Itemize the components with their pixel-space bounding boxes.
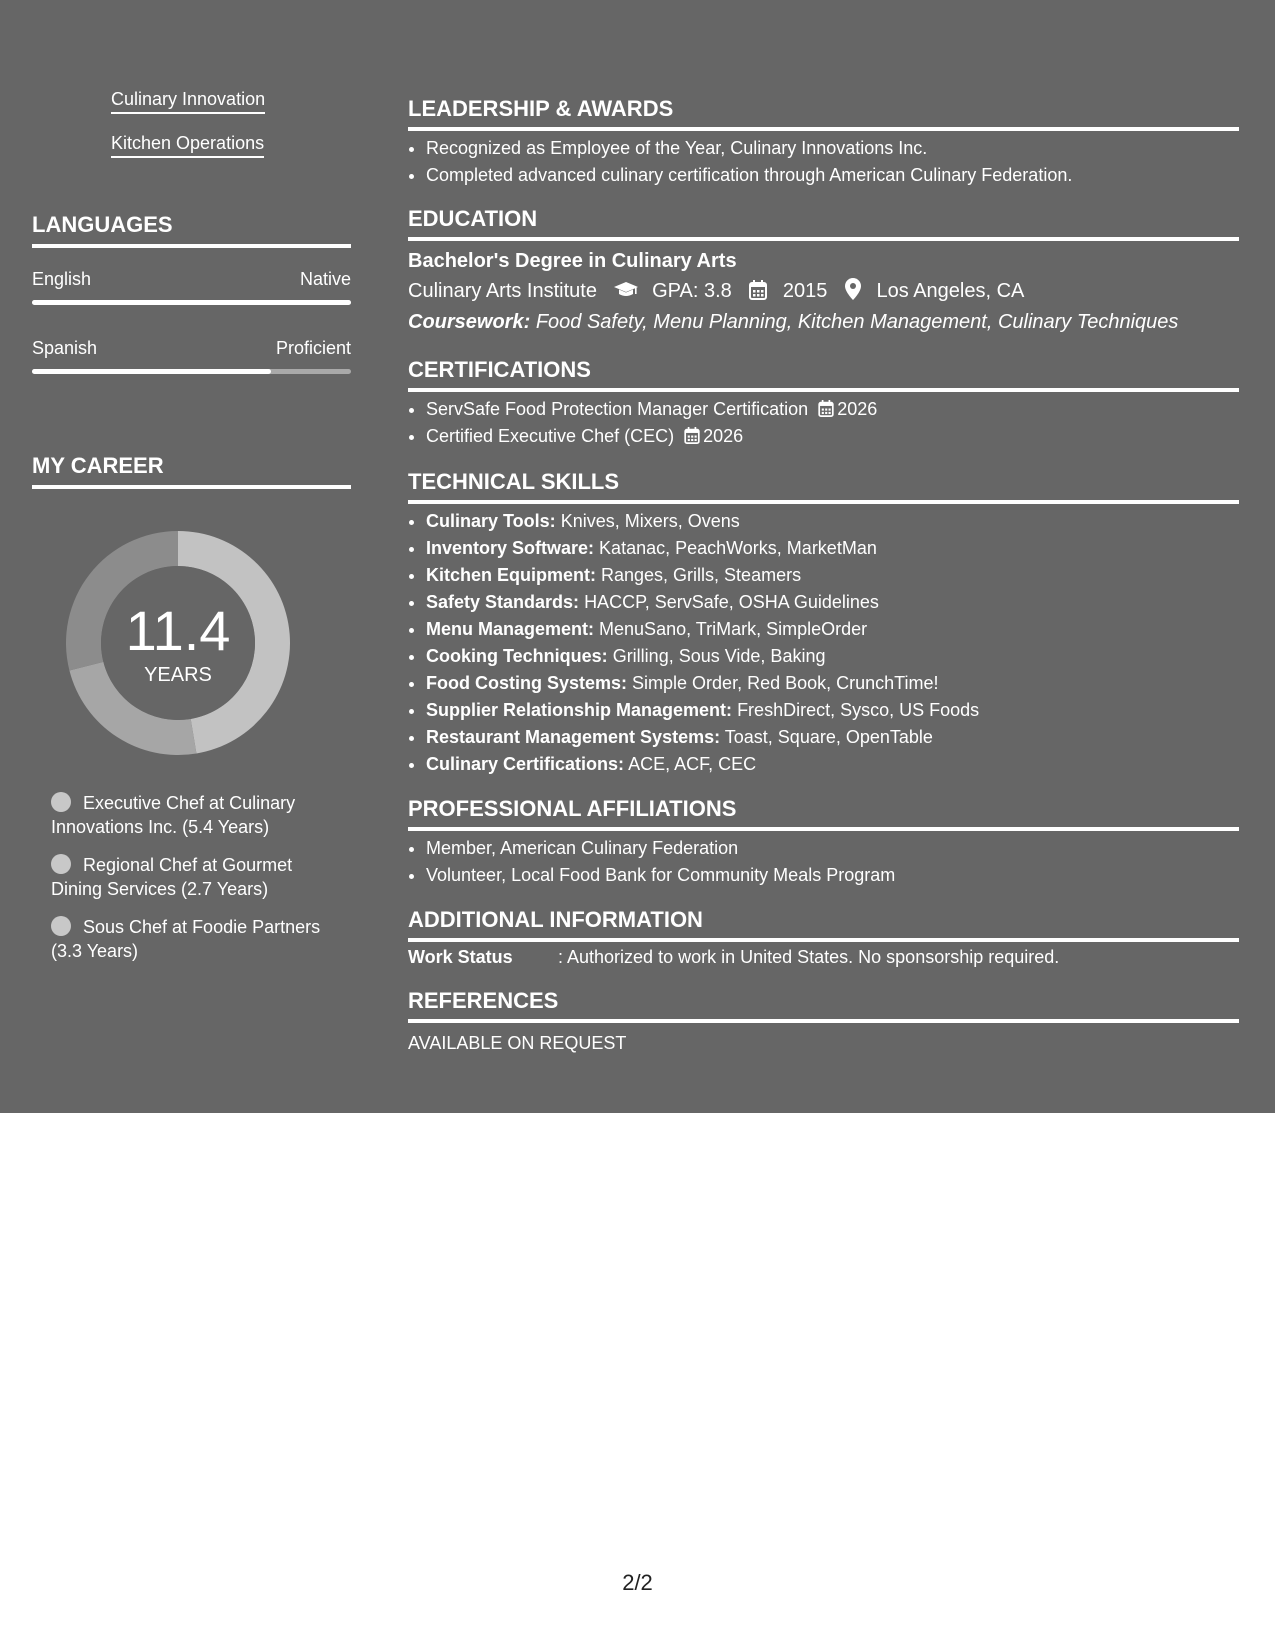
list-item <box>426 396 1257 423</box>
skill-value: Knives, Mixers, Ovens <box>560 511 740 531</box>
skill-label: Inventory Software: <box>426 538 595 558</box>
list-item: • Volunteer, Local Food Bank for Community Meals Program <box>426 862 1257 889</box>
list-item: • Recognized as Employee of the Year, Culinary Innovations Inc. <box>426 135 1257 162</box>
leadership-heading: LEADERSHIP & AWARDS <box>408 96 1239 131</box>
list-item <box>426 535 1257 562</box>
language-level: Native <box>299 269 351 289</box>
list-item <box>426 670 1257 697</box>
skill-value: Ranges, Grills, Steamers <box>601 565 802 585</box>
references-text: AVAILABLE ON REQUEST <box>408 1033 627 1053</box>
coursework-label: Coursework: <box>408 311 531 333</box>
school-name: Culinary Arts Institute <box>408 280 597 302</box>
career-legend-item <box>51 791 321 839</box>
work-status-label: Work Status <box>408 947 513 967</box>
legend-dot <box>51 792 71 812</box>
languages-heading: LANGUAGES <box>32 212 351 248</box>
career-legend-label: Executive Chef at Culinary Innovations Inc. (5.4 Years) <box>51 793 296 837</box>
list-item: • Completed advanced culinary certification through American Culinary Federation. <box>426 162 1257 189</box>
skill-value: HACCP, ServSafe, OSHA Guidelines <box>584 592 879 612</box>
skill-label: Cooking Techniques: <box>426 646 608 666</box>
certification-name: Certified Executive Chef (CEC) <box>426 426 675 446</box>
certification-year: 2026 <box>703 426 744 446</box>
coursework-value: Food Safety, Menu Planning, Kitchen Management, Culinary Techniques <box>535 311 1179 333</box>
list-item <box>426 508 1257 535</box>
list-item <box>426 423 1257 450</box>
graduation-year: 2015 <box>782 280 828 302</box>
list-item <box>426 697 1257 724</box>
career-total-unit: YEARS <box>144 664 212 686</box>
skill-value: Toast, Square, OpenTable <box>724 727 933 747</box>
career-donut-chart <box>66 531 290 755</box>
calendar-icon <box>684 427 700 444</box>
list-item <box>426 589 1257 616</box>
list-item <box>426 724 1257 751</box>
interest-link[interactable]: Culinary Innovation <box>111 88 265 114</box>
language-name: English <box>32 269 92 289</box>
list-item <box>426 643 1257 670</box>
graduation-cap-icon <box>613 280 639 300</box>
skill-label: Menu Management: <box>426 619 595 639</box>
skill-label: Culinary Tools: <box>426 511 556 531</box>
additional-info-heading: ADDITIONAL INFORMATION <box>408 907 1239 942</box>
skills-heading: TECHNICAL SKILLS <box>408 469 1239 504</box>
certifications-list <box>408 396 1257 450</box>
certification-year: 2026 <box>837 399 878 419</box>
certification-name: ServSafe Food Protection Manager Certification <box>426 399 809 419</box>
career-donut-center <box>66 531 290 755</box>
leadership-list <box>408 135 1257 189</box>
legend-dot <box>51 854 71 874</box>
career-legend-label: Sous Chef at Foodie Partners (3.3 Years) <box>51 917 321 961</box>
skills-list <box>408 508 1257 778</box>
language-bar-fill <box>32 369 271 374</box>
language-bar-fill <box>32 300 351 305</box>
legend-dot <box>51 916 71 936</box>
references-heading: REFERENCES <box>408 988 1239 1023</box>
degree-title: Bachelor's Degree in Culinary Arts <box>408 250 737 272</box>
location-pin-icon <box>845 278 861 300</box>
skill-label: Food Costing Systems: <box>426 673 628 693</box>
calendar-icon <box>818 400 834 417</box>
school-location: Los Angeles, CA <box>876 280 1025 302</box>
language-bar <box>32 369 351 374</box>
affiliations-heading: PROFESSIONAL AFFILIATIONS <box>408 796 1239 831</box>
page-number: 2/2 <box>622 1570 653 1595</box>
career-heading: MY CAREER <box>32 453 351 489</box>
language-level: Proficient <box>275 338 351 358</box>
list-item <box>426 616 1257 643</box>
career-legend-item <box>51 853 321 901</box>
skill-value: FreshDirect, Sysco, US Foods <box>737 700 980 720</box>
list-item <box>426 562 1257 589</box>
language-row <box>32 268 351 290</box>
education-meta <box>408 278 1024 304</box>
affiliations-list <box>408 835 1257 889</box>
career-legend-item <box>51 915 321 963</box>
gpa: GPA: 3.8 <box>652 280 732 302</box>
language-name: Spanish <box>32 338 98 358</box>
list-item <box>426 751 1257 778</box>
skill-label: Culinary Certifications: <box>426 754 625 774</box>
skill-value: Grilling, Sous Vide, Baking <box>612 646 826 666</box>
interest-link[interactable]: Kitchen Operations <box>111 132 264 158</box>
skill-label: Safety Standards: <box>426 592 580 612</box>
calendar-icon <box>749 280 767 300</box>
skill-value: ACE, ACF, CEC <box>628 754 757 774</box>
language-row <box>32 337 351 359</box>
career-legend-label: Regional Chef at Gourmet Dining Services (2.7 Years) <box>51 855 293 899</box>
career-total-years: 11.4 <box>125 599 231 662</box>
work-status <box>408 945 1059 969</box>
skill-label: Supplier Relationship Management: <box>426 700 733 720</box>
education-heading: EDUCATION <box>408 206 1239 241</box>
skill-value: MenuSano, TriMark, SimpleOrder <box>599 619 868 639</box>
list-item: • Member, American Culinary Federation <box>426 835 1257 862</box>
work-status-value: : Authorized to work in United States. No sponsorship required. <box>558 947 1060 967</box>
skill-label: Restaurant Management Systems: <box>426 727 721 747</box>
skill-value: Katanac, PeachWorks, MarketMan <box>599 538 877 558</box>
skill-label: Kitchen Equipment: <box>426 565 596 585</box>
certifications-heading: CERTIFICATIONS <box>408 357 1239 392</box>
skill-value: Simple Order, Red Book, CrunchTime! <box>632 673 939 693</box>
language-bar <box>32 300 351 305</box>
coursework <box>408 309 1178 335</box>
